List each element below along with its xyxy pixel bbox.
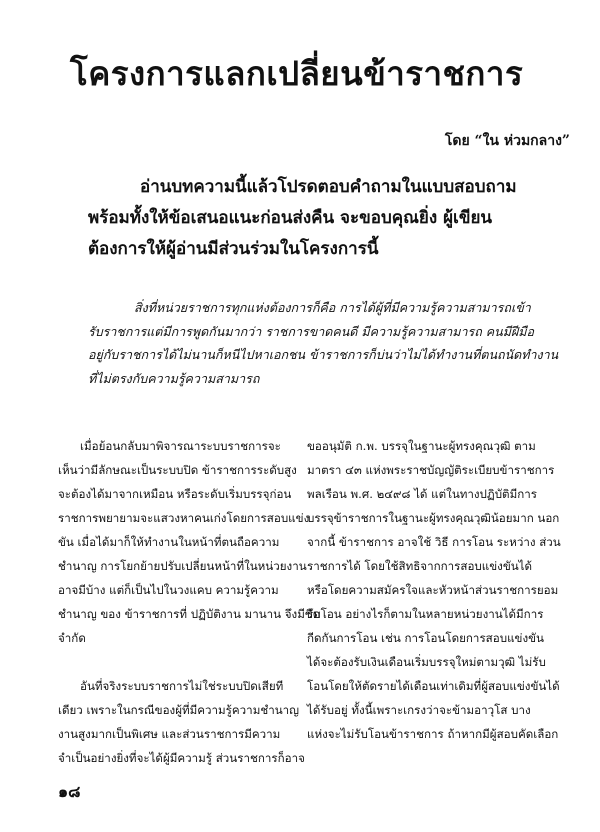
body-line: ขัน เมื่อได้มาก็ให้ทำงานในหน้าที่ตนถือความ (58, 535, 280, 549)
body-line: รับโอน อย่างไรก็ตามในหลายหน่วยงานได้มีการ (307, 607, 544, 621)
abstract-line: อยู่กับราชการได้ไม่นานก็หนีไปหาเอกชน ข้าราชการก็บ่นว่าไม่ได้ทำงานที่ตนถนัดทำงาน (88, 347, 559, 362)
body-line: ชำนาญ ของ ข้าราชการที่ ปฏิบัติงาน มานาน จึงมีขีด (58, 607, 321, 621)
abstract-paragraph (88, 296, 559, 390)
body-line: ขออนุมัติ ก.พ. บรรจุในฐานะผู้ทรงคุณวุฒิ ตาม (307, 439, 536, 453)
body-line: โอนโดยให้ตัดรายได้เดือนเท่าเดิมที่ผู้สอบแข่งขันได้ (307, 679, 560, 693)
abstract-line: รับราชการแต่มีการพูดกันมากว่า ราชการขาดคนดี มีความรู้ความสามารถ คนมีฝีมือ (88, 323, 535, 339)
body-line: เห็นว่ามีลักษณะเป็นระบบปิด ข้าราชการระดับสูง (58, 463, 297, 477)
body-line: มาตรา ๔๓ แห่งพระราชบัญญัติระเบียบข้าราชการ (307, 463, 555, 477)
body-line: ราชการได้ โดยใช้สิทธิจากการสอบแข่งขันได้ (307, 559, 533, 573)
body-line: ได้จะต้องรับเงินเดือนเริ่มบรรจุใหม่ตามวุฒิ ไม่รับ (307, 655, 546, 669)
abstract-line: สิ่งที่หน่วยราชการทุกแห่งต้องการก็คือ การได้ผู้ที่มีความรู้ความสามารถเข้า (134, 300, 531, 315)
body-line: กีดกันการโอน เช่น การโอนโดยการสอบแข่งขัน (307, 631, 544, 645)
body-line: อันที่จริงระบบราชการไม่ใช่ระบบปิดเสียที (80, 679, 284, 693)
intro-line: ต้องการให้ผู้อ่านมีส่วนร่วมในโครงการนี้ (88, 239, 379, 259)
author-byline: โดย “ใน ห่วมกลาง” (444, 133, 570, 149)
intro-paragraph (88, 172, 558, 265)
abstract-line: ที่ไม่ตรงกับความรู้ความสามารถ (88, 370, 260, 386)
body-line: จำกัด (58, 631, 86, 645)
body-line: ราชการพยายามจะแสวงหาคนเก่งโดยการสอบแข่ง (58, 511, 310, 525)
body-line: บรรจุข้าราชการในฐานะผู้ทรงคุณวุฒิน้อยมาก นอก (307, 511, 560, 525)
article-title: โครงการแลกเปลี่ยนข้าราชการ (70, 54, 524, 93)
body-line: เมื่อย้อนกลับมาพิจารณาระบบราชการจะ (80, 439, 281, 453)
body-line: งานสูงมากเป็นพิเศษ และส่วนราชการมีความ (58, 727, 281, 741)
body-line: เดียว เพราะในกรณีของผู้ที่มีความรู้ความชำนาญ (58, 703, 300, 717)
body-line: พลเรือน พ.ศ. ๒๔๙๘ ได้ แต่ในทางปฏิบัติมีการ (307, 487, 537, 501)
body-line: แห่งจะไม่รับโอนข้าราชการ ถ้าหากมีผู้สอบคัดเลือก (307, 727, 559, 741)
body-line: จำเป็นอย่างยิ่งที่จะได้ผู้มีความรู้ ส่วนราชการก็อาจ (58, 751, 305, 765)
body-line: จากนี้ ข้าราชการ อาจใช้ วิธี การโอน ระหว่าง ส่วน (307, 535, 561, 549)
body-line: ได้รับอยู่ ทั้งนี้เพราะเกรงว่าจะข้ามอาวุโส บาง (307, 703, 531, 717)
body-line: จะต้องได้มาจากเหมือน หรือระดับเริ่มบรรจุก่อน (58, 487, 292, 501)
body-line: หรือโดยความสมัครใจและหัวหน้าส่วนราชการยอม (307, 583, 559, 597)
left-column (58, 434, 321, 770)
right-column (307, 434, 561, 746)
intro-line: อ่านบทความนี้แล้วโปรดตอบคำถามในแบบสอบถาม (140, 177, 517, 197)
body-line: ชำนาญ การโยกย้ายปรับเปลี่ยนหน้าที่ในหน่วยงาน (58, 559, 307, 573)
body-line: อาจมีบ้าง แต่ก็เป็นไปในวงแคบ ความรู้ความ (58, 583, 279, 597)
page-number: ๑๘ (58, 782, 81, 801)
intro-line: พร้อมทั้งให้ข้อเสนอแนะก่อนส่งคืน จะขอบคุณยิ่ง ผู้เขียน (88, 208, 493, 228)
